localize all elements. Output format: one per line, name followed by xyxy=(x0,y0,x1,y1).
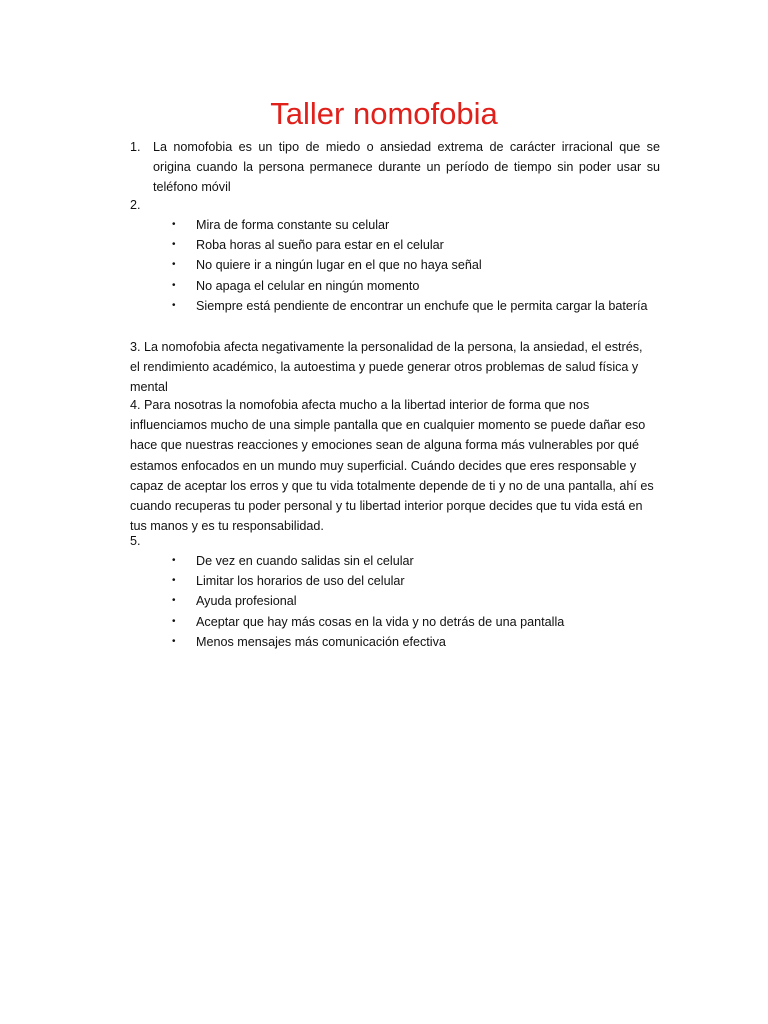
item-2-number: 2. xyxy=(130,198,141,212)
item-4-paragraph: 4. Para nosotras la nomofobia afecta mucho a la libertad interior de forma que nos influenciamos mucho de una simple pantalla que en cualquier momento se puede dañar eso hace que nuestras reacciones y emociones sean de alguna forma más vulnerables por qué estamos enfocados en un mundo muy superficial. Cuándo decides que eres responsable y capaz de aceptar los erros y que tu vida totalmente depende de ti y no de una pantalla, ahí es cuando recuperas tu poder personal y tu libertad interior porque decides que tu vida está en tus manos y es tu responsabilidad. xyxy=(130,398,654,534)
list-item xyxy=(172,571,692,591)
list-item xyxy=(172,591,692,611)
bullet-icon: • xyxy=(172,635,176,647)
bullet-icon: • xyxy=(172,239,176,251)
bullet-icon: • xyxy=(172,615,176,627)
list-item-text: Mira de forma constante su celular xyxy=(196,218,390,232)
list-item-text: No quiere ir a ningún lugar en el que no haya señal xyxy=(196,258,482,273)
list-item xyxy=(172,276,692,296)
item-5-number: 5. xyxy=(130,534,141,548)
document-title: Taller nomofobia xyxy=(270,96,498,131)
bullet-icon: • xyxy=(172,279,176,291)
item-5-bullet-list xyxy=(172,551,692,652)
list-item xyxy=(172,632,692,652)
list-item xyxy=(172,296,692,316)
list-item-text: Siempre está pendiente de encontrar un enchufe que le permita cargar la batería xyxy=(196,298,648,313)
item-1-text: La nomofobia es un tipo de miedo o ansiedad extrema de carácter irracional que se origina cuando la persona permanece durante un período de tiempo sin poder usar su teléfono móvil xyxy=(153,140,660,194)
list-item xyxy=(172,612,692,632)
list-item xyxy=(172,551,692,571)
list-item-text: Ayuda profesional xyxy=(196,594,297,609)
list-item-text: No apaga el celular en ningún momento xyxy=(196,278,420,293)
list-item-text: Roba horas al sueño para estar en el celular xyxy=(196,238,444,253)
item-2-bullet-list xyxy=(172,215,692,316)
bullet-icon: • xyxy=(172,219,176,230)
item-3-paragraph: 3. La nomofobia afecta negativamente la personalidad de la persona, la ansiedad, el estrés, el rendimiento académico, la autoestima y puede generar otros problemas de salud física y mental xyxy=(130,340,643,395)
item-1 xyxy=(130,137,660,197)
bullet-icon: • xyxy=(172,259,176,271)
list-item-text: Limitar los horarios de uso del celular xyxy=(196,574,405,589)
list-item xyxy=(172,255,692,275)
list-item-text: De vez en cuando salidas sin el celular xyxy=(196,554,414,568)
list-item xyxy=(172,235,692,255)
list-item xyxy=(172,215,692,235)
bullet-icon: • xyxy=(172,575,176,587)
bullet-icon: • xyxy=(172,555,176,566)
list-item-text: Menos mensajes más comunicación efectiva xyxy=(196,634,446,649)
list-item-text: Aceptar que hay más cosas en la vida y no detrás de una pantalla xyxy=(196,614,565,629)
item-1-number: 1. xyxy=(130,140,141,154)
bullet-icon: • xyxy=(172,299,176,311)
bullet-icon: • xyxy=(172,595,176,607)
